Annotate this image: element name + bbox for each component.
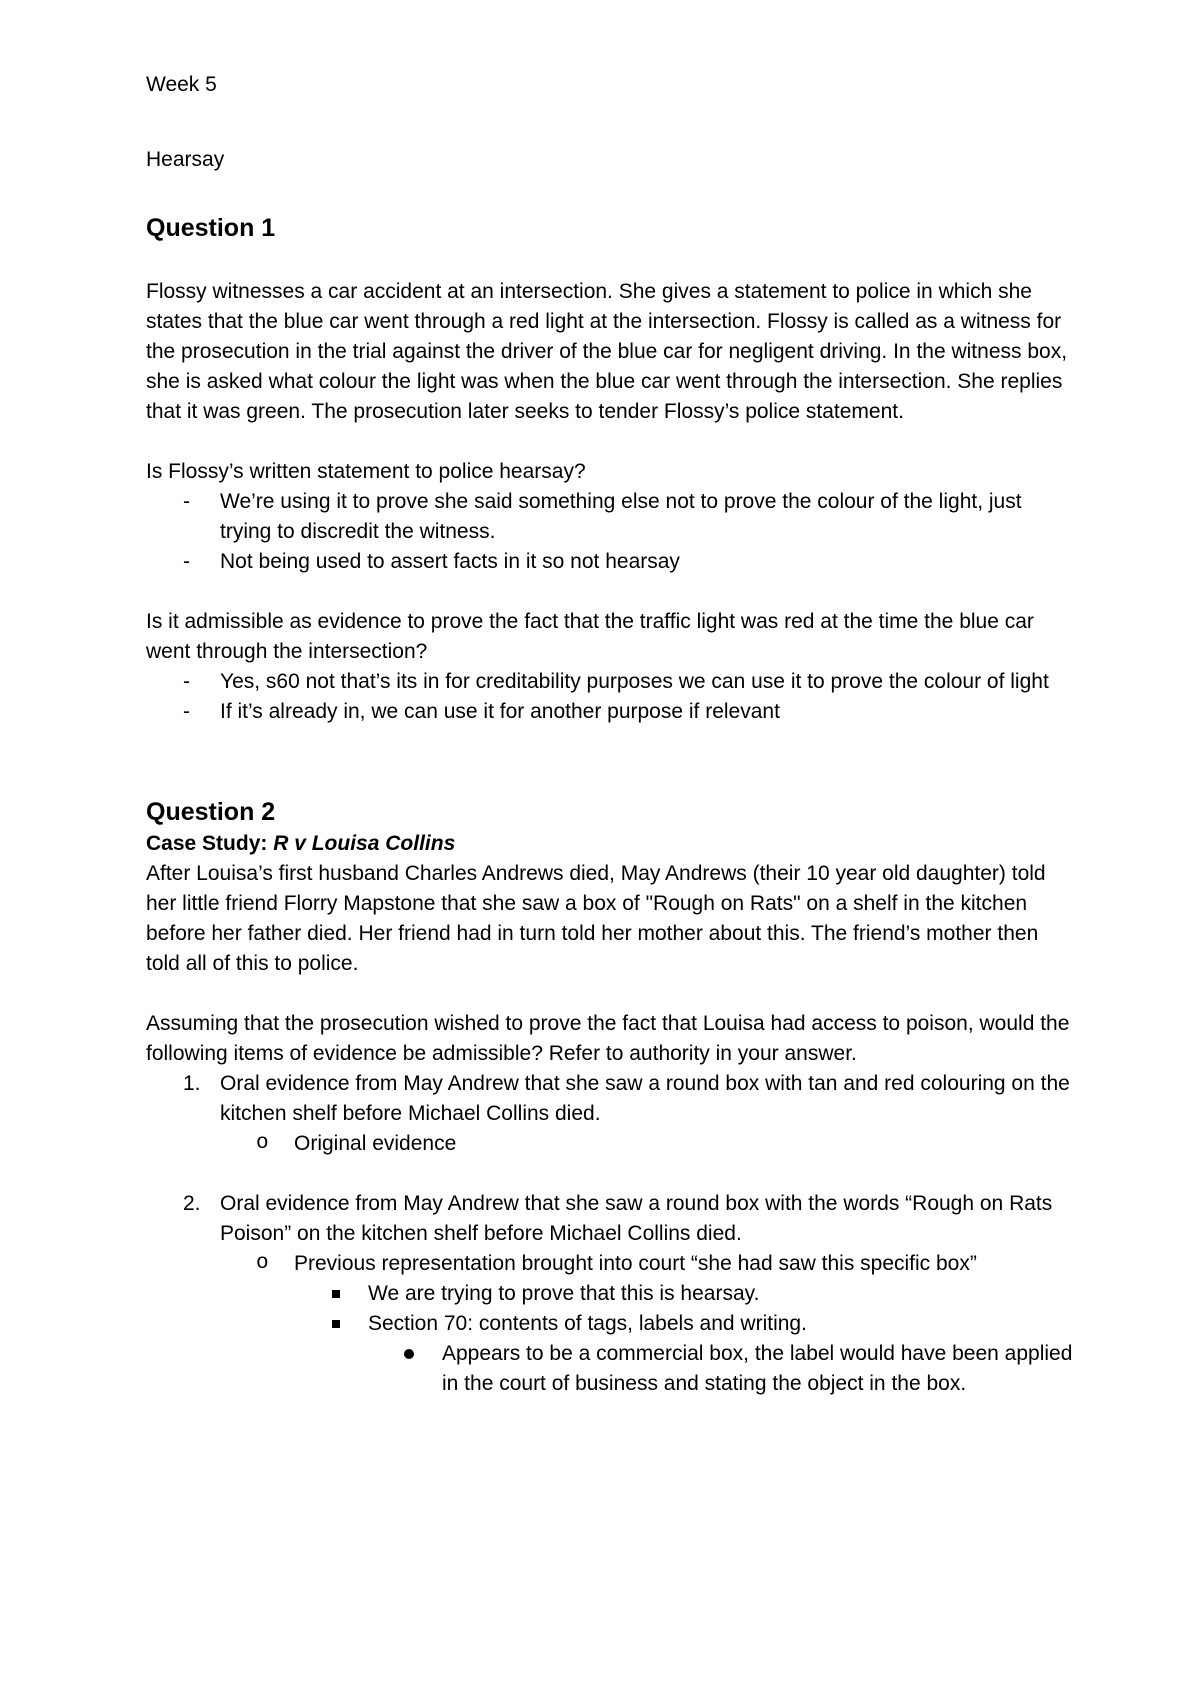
numbered-item-2 [146, 1189, 1076, 1249]
square-point-text: Section 70: contents of tags, labels and writing. [368, 1312, 807, 1335]
o-bullet: o [256, 1132, 269, 1155]
o-bullet: o [256, 1252, 269, 1275]
sub-point-text: Original evidence [294, 1132, 457, 1155]
list-item [146, 487, 1076, 547]
question-1a-answers [146, 487, 1076, 577]
question-1b-answers [146, 667, 1076, 727]
spacer [146, 1159, 1076, 1189]
square-bullet [332, 1320, 340, 1328]
answer-text: Yes, s60 not that’s its in for creditability purposes we can use it to prove the colour of light [220, 670, 1049, 693]
case-study-line [146, 829, 1076, 859]
dash-bullet: - [183, 700, 190, 723]
sub-point [146, 1129, 1076, 1159]
dot-point-text: Appears to be a commercial box, the label would have been applied in the court of business and stating the object in the box. [442, 1342, 1073, 1395]
question-1-scenario: Flossy witnesses a car accident at an intersection. She gives a statement to police in which she states that the blue car went through a red light at the intersection. Flossy is called as a witness for the prosecution in the trial against the driver of the blue car for negligent driving. In the witness box, she is asked what colour the light was when the blue car went through the intersection. She replies that it was green. The prosecution later seeks to tender Flossy’s police statement. [146, 280, 1068, 423]
square-point [146, 1279, 1076, 1309]
answer-text: Not being used to assert facts in it so not hearsay [220, 550, 680, 573]
answer-text: If it’s already in, we can use it for another purpose if relevant [220, 700, 780, 723]
numbered-item-1 [146, 1069, 1076, 1129]
list-item [146, 667, 1076, 697]
question-1-heading: Question 1 [146, 214, 276, 242]
dash-bullet: - [183, 490, 190, 513]
sub-point [146, 1249, 1076, 1279]
square-point-text: We are trying to prove that this is hearsay. [368, 1282, 760, 1305]
sub-point-text: Previous representation brought into court “she had saw this specific box” [294, 1252, 977, 1275]
dash-bullet: - [183, 550, 190, 573]
document-page [146, 70, 1076, 1399]
item-number: 1. [183, 1072, 201, 1095]
square-bullet [332, 1290, 340, 1298]
list-item [146, 547, 1076, 577]
question-2-prompt: Assuming that the prosecution wished to prove the fact that Louisa had access to poison, would the following items of evidence be admissible? Refer to authority in your answer. [146, 1012, 1070, 1065]
list-item [146, 697, 1076, 727]
case-facts: After Louisa’s first husband Charles Andrews died, May Andrews (their 10 year old daughter) told her little friend Florry Mapstone that she saw a box of "Rough on Rats" on a shelf in the kitchen before her father died. Her friend had in turn told her mother about this. The friend’s mother then told all of this to police. [146, 862, 1046, 975]
case-study-label: Case Study: [146, 832, 268, 855]
square-point [146, 1309, 1076, 1339]
item-text: Oral evidence from May Andrew that she saw a round box with the words “Rough on Rats Poison” on the kitchen shelf before Michael Collins died. [220, 1192, 1053, 1245]
dash-bullet: - [183, 670, 190, 693]
dot-bullet [404, 1349, 414, 1359]
question-1b-text: Is it admissible as evidence to prove the fact that the traffic light was red at the time the blue car went through the intersection? [146, 610, 1034, 663]
item-text: Oral evidence from May Andrew that she saw a round box with tan and red colouring on the kitchen shelf before Michael Collins died. [220, 1072, 1070, 1125]
topic-title: Hearsay [146, 148, 225, 171]
item-number: 2. [183, 1192, 201, 1215]
answer-text: We’re using it to prove she said something else not to prove the colour of the light, just trying to discredit the witness. [220, 490, 1022, 543]
question-2-heading: Question 2 [146, 798, 276, 826]
week-label: Week 5 [146, 73, 217, 96]
question-1a-text: Is Flossy’s written statement to police hearsay? [146, 460, 586, 483]
case-name: R v Louisa Collins [273, 832, 456, 855]
dot-point [146, 1339, 1076, 1399]
